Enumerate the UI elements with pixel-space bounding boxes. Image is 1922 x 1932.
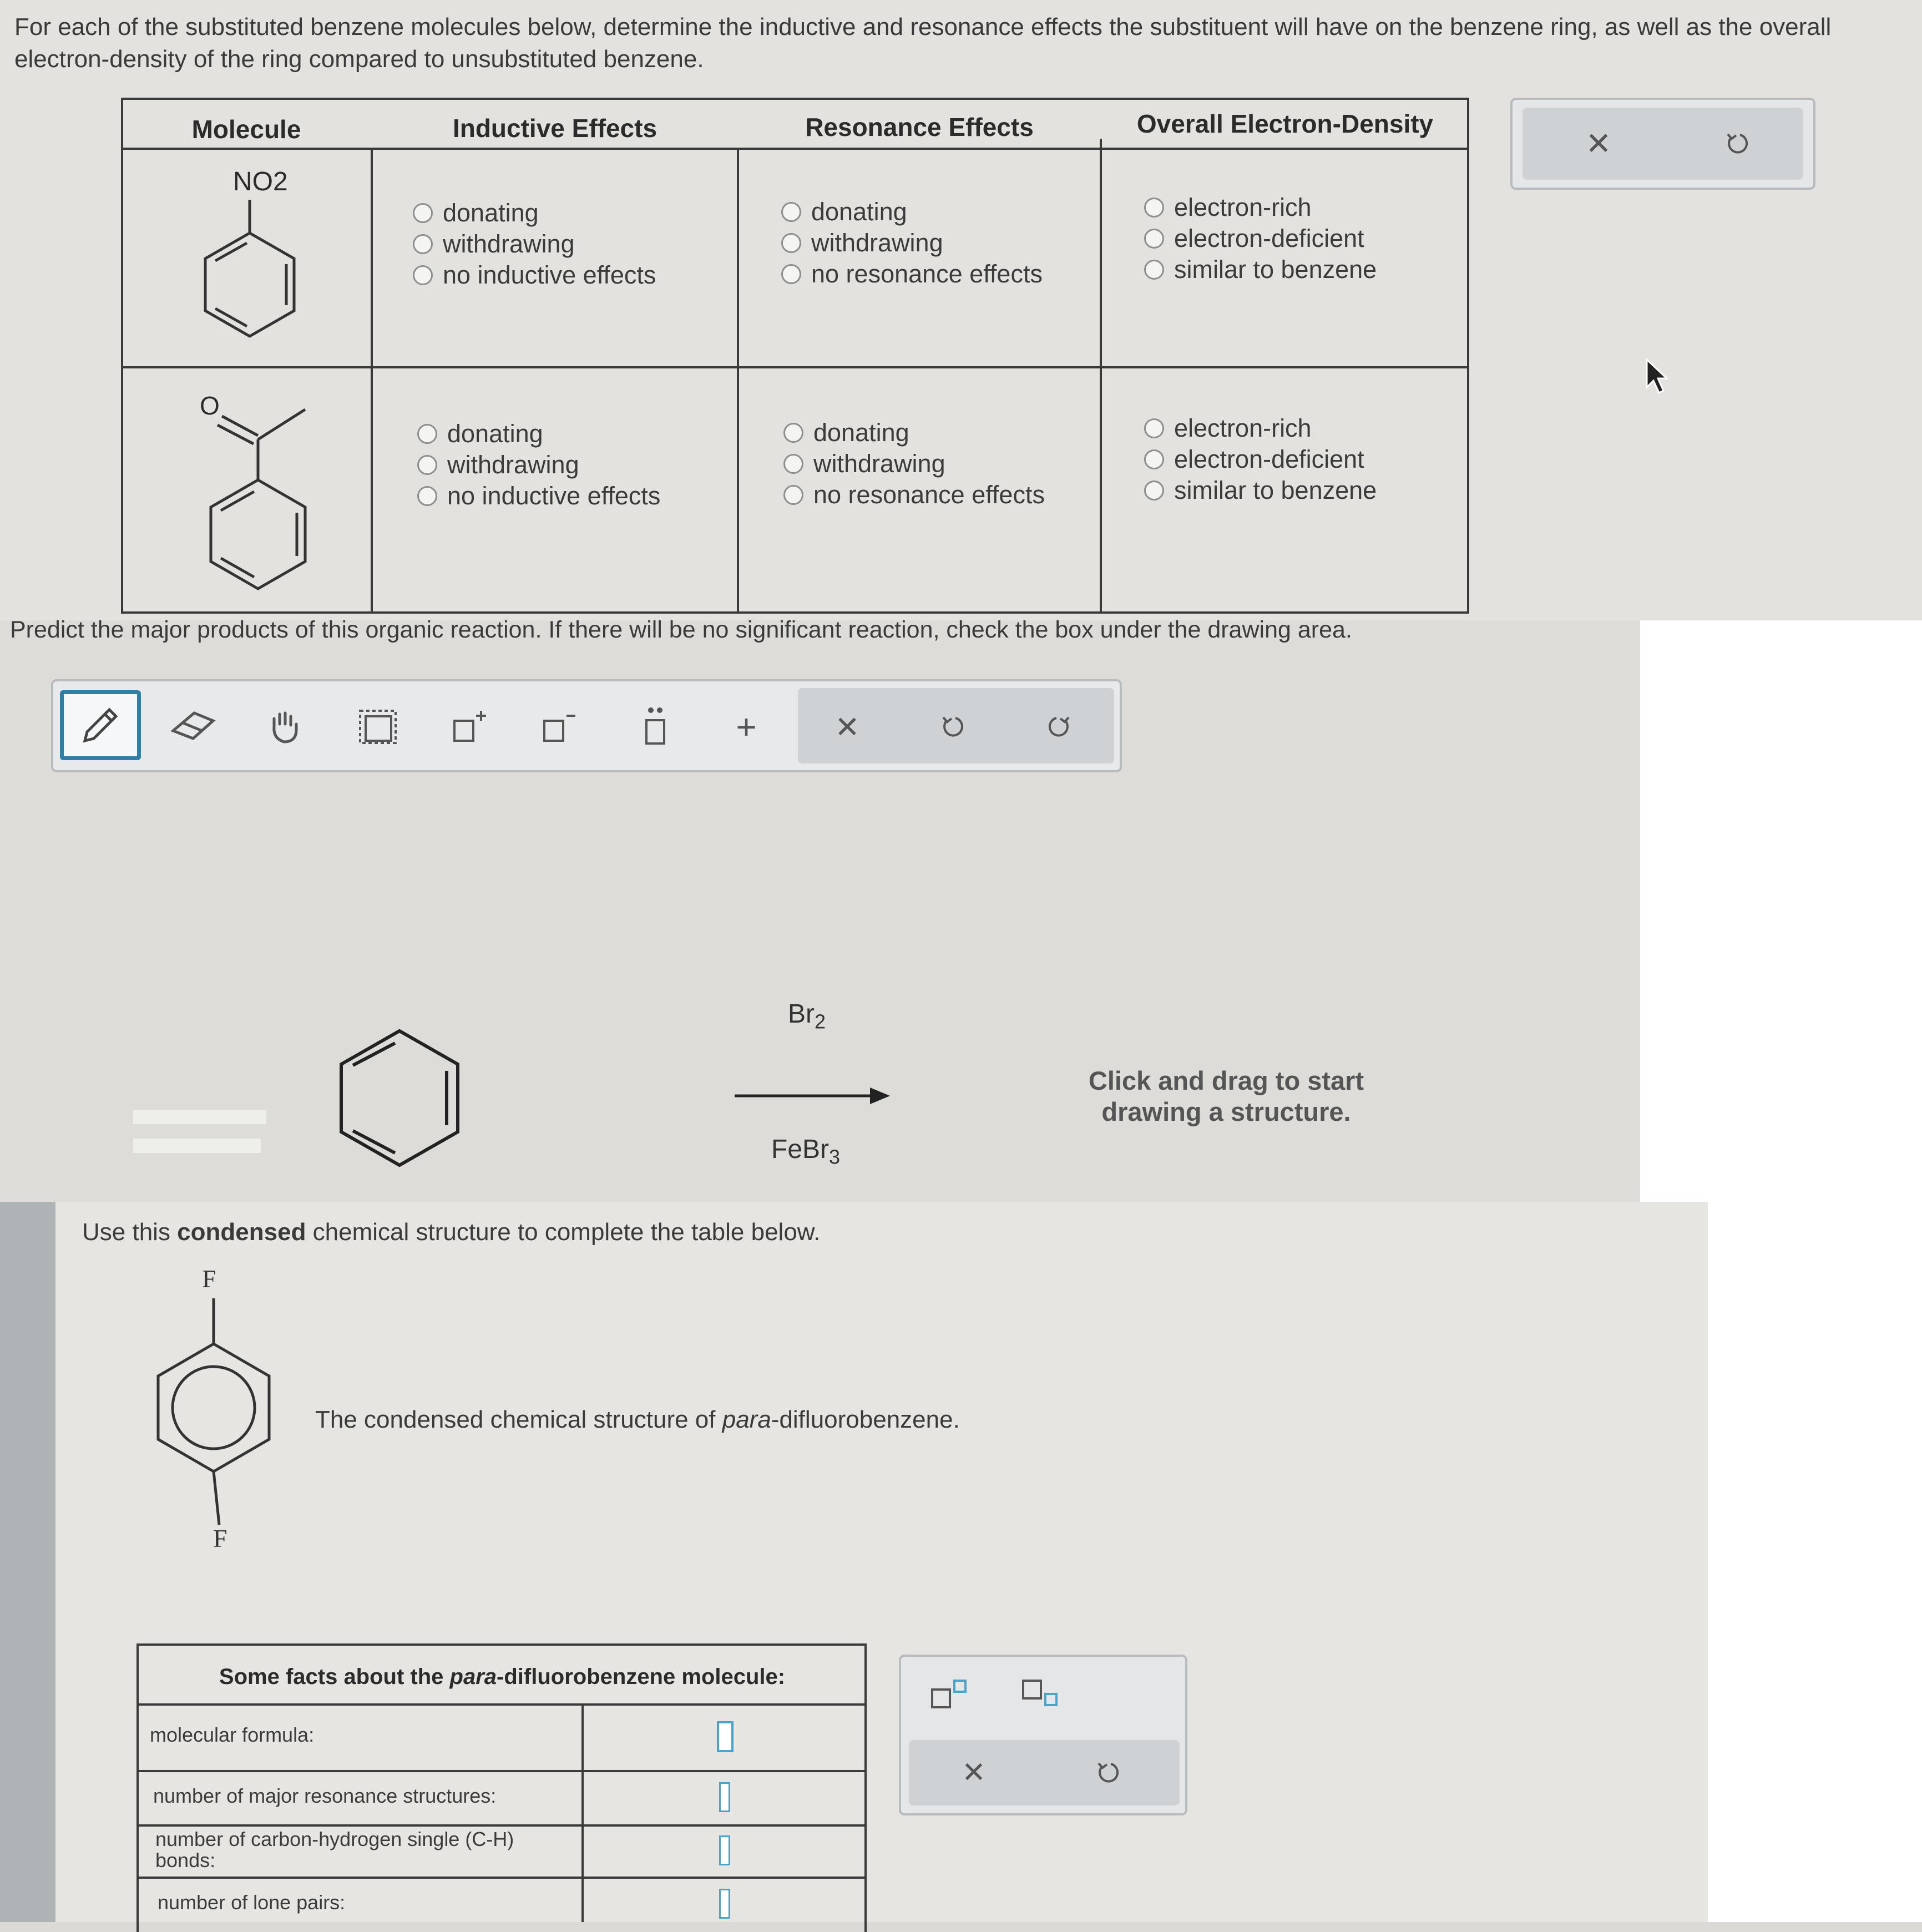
oxygen-label: O: [200, 391, 220, 420]
radio-button[interactable]: [783, 423, 803, 443]
side-margin: [0, 1202, 55, 1922]
radio-option[interactable]: electron-rich: [1144, 413, 1377, 444]
radio-button[interactable]: [413, 265, 433, 285]
table-divider: [371, 148, 373, 614]
lone-pair-count-input[interactable]: [719, 1889, 730, 1919]
checkbox-glare: [133, 1110, 266, 1124]
drawing-area-hint[interactable]: Click and drag to start drawing a structure.: [1088, 1066, 1364, 1126]
radio-option[interactable]: withdrawing: [413, 229, 656, 260]
redo-icon[interactable]: [1023, 694, 1095, 760]
lone-pair-icon[interactable]: [619, 694, 691, 760]
acetophenone-structure: [189, 388, 333, 599]
table-divider: [136, 1877, 867, 1879]
ch-bond-count-input[interactable]: [719, 1835, 730, 1865]
radio-option[interactable]: no inductive effects: [417, 481, 660, 512]
subscript-box-icon[interactable]: [1019, 1675, 1063, 1713]
table-divider: [136, 1770, 867, 1772]
pencil-icon[interactable]: [60, 690, 141, 760]
resonance-count-input[interactable]: [719, 1782, 730, 1812]
radio-option[interactable]: electron-deficient: [1144, 444, 1377, 475]
radio-option[interactable]: similar to benzene: [1144, 254, 1377, 285]
nitrobenzene-structure: [183, 194, 316, 355]
table-divider: [121, 148, 1469, 150]
radio-option[interactable]: similar to benzene: [1144, 475, 1377, 506]
header-molecule: Molecule: [191, 115, 301, 144]
checkbox-glare: [133, 1139, 261, 1153]
radio-option[interactable]: donating: [781, 196, 1043, 227]
radio-option[interactable]: donating: [413, 198, 656, 229]
radio-button[interactable]: [1144, 449, 1164, 469]
negative-charge-icon[interactable]: [524, 694, 596, 760]
radio-option[interactable]: donating: [417, 418, 660, 449]
row-label: number of major resonance structures:: [153, 1784, 497, 1807]
facts-table-title: Some facts about the para-difluorobenzene molecule:: [219, 1665, 786, 1689]
radio-button[interactable]: [417, 455, 437, 475]
answer-panel: [1510, 98, 1815, 190]
undo-icon[interactable]: [1089, 1753, 1127, 1792]
reagent-bromine: $Br_2$: [788, 999, 826, 1033]
radio-button[interactable]: [783, 454, 803, 474]
difluorobenzene-structure: [150, 1293, 277, 1531]
radio-button[interactable]: [1144, 481, 1164, 500]
table-divider: [1100, 139, 1102, 614]
radio-button[interactable]: [413, 234, 433, 254]
fluorine-top-label: F: [202, 1265, 216, 1293]
radio-option[interactable]: no inductive effects: [413, 260, 656, 291]
undo-icon[interactable]: [917, 694, 989, 760]
resonance-radio-group-2: [783, 417, 1045, 510]
density-radio-group-1: [1144, 192, 1377, 285]
row-label: molecular formula:: [150, 1723, 315, 1746]
hand-icon[interactable]: [249, 694, 321, 760]
header-resonance: Resonance Effects: [805, 113, 1034, 141]
resonance-radio-group-1: [781, 196, 1043, 290]
panel-buttons: [1523, 108, 1803, 180]
radio-option[interactable]: electron-deficient: [1144, 223, 1377, 254]
blank-region: [1708, 1202, 1922, 1922]
radio-option[interactable]: withdrawing: [417, 449, 660, 481]
header-inductive: Inductive Effects: [452, 114, 657, 143]
radio-button[interactable]: [781, 233, 801, 253]
radio-button[interactable]: [1144, 418, 1164, 438]
radio-button[interactable]: [1144, 229, 1164, 249]
blank-region: [1640, 620, 1922, 1202]
inductive-radio-group-2: [417, 418, 660, 512]
close-icon[interactable]: ✕: [962, 1757, 986, 1789]
eraser-icon[interactable]: [156, 692, 229, 759]
row-label: number of carbon-hydrogen single (C-H) bonds:: [155, 1828, 514, 1872]
radio-button[interactable]: [1144, 260, 1164, 280]
question-2-instruction: Predict the major products of this organic reaction. If there will be no significant reaction, check the box under the drawing area.: [10, 616, 1352, 643]
positive-charge-icon[interactable]: [434, 694, 506, 760]
close-icon[interactable]: ✕: [1585, 126, 1612, 161]
molecular-formula-input[interactable]: [717, 1721, 734, 1752]
table-divider: [136, 1703, 867, 1706]
table-divider: [581, 1703, 584, 1922]
radio-button[interactable]: [413, 203, 433, 223]
mouse-cursor-icon: [1645, 358, 1669, 395]
radio-option[interactable]: withdrawing: [781, 227, 1043, 259]
radio-option[interactable]: electron-rich: [1144, 192, 1377, 223]
question-3-instruction: Use this condensed chemical structure to complete the table below.: [82, 1218, 821, 1246]
table-divider: [136, 1824, 867, 1827]
radio-option[interactable]: no resonance effects: [783, 479, 1045, 510]
selection-icon[interactable]: [342, 694, 414, 760]
table-divider: [121, 366, 1469, 368]
fluorine-bottom-label: F: [213, 1524, 227, 1552]
radio-button[interactable]: [781, 264, 801, 284]
panel-buttons: [909, 1740, 1180, 1805]
nitro-label: NO2: [233, 167, 288, 196]
undo-icon[interactable]: [1718, 124, 1757, 163]
inductive-radio-group-1: [413, 198, 656, 291]
reagent-catalyst: FeBr$_3$: [771, 1135, 841, 1169]
density-radio-group-2: [1144, 413, 1377, 506]
superscript-box-icon[interactable]: [928, 1675, 972, 1713]
radio-button[interactable]: [417, 424, 437, 444]
header-density: Overall Electron-Density: [1136, 109, 1434, 138]
radio-button[interactable]: [783, 485, 803, 505]
radio-button[interactable]: [417, 486, 437, 506]
radio-option[interactable]: withdrawing: [783, 448, 1045, 479]
radio-option[interactable]: donating: [783, 417, 1045, 448]
radio-button[interactable]: [781, 202, 801, 222]
radio-option[interactable]: no resonance effects: [781, 259, 1043, 290]
radio-button[interactable]: [1144, 198, 1164, 218]
plus-icon[interactable]: +: [736, 707, 757, 747]
table-divider: [737, 148, 739, 614]
close-icon[interactable]: ✕: [834, 710, 860, 744]
question-1-instruction: For each of the substituted benzene molecules below, determine the inductive and resonance effects the substituent will have on the benzene ring, as well as the overall electron-density of the ring compared to unsubstituted benzene.: [14, 13, 1832, 73]
row-label: number of lone pairs:: [158, 1891, 346, 1914]
benzene-reactant: [333, 1026, 466, 1171]
reaction-arrow: [732, 1082, 893, 1110]
structure-caption: The condensed chemical structure of para-difluorobenzene.: [315, 1406, 960, 1433]
